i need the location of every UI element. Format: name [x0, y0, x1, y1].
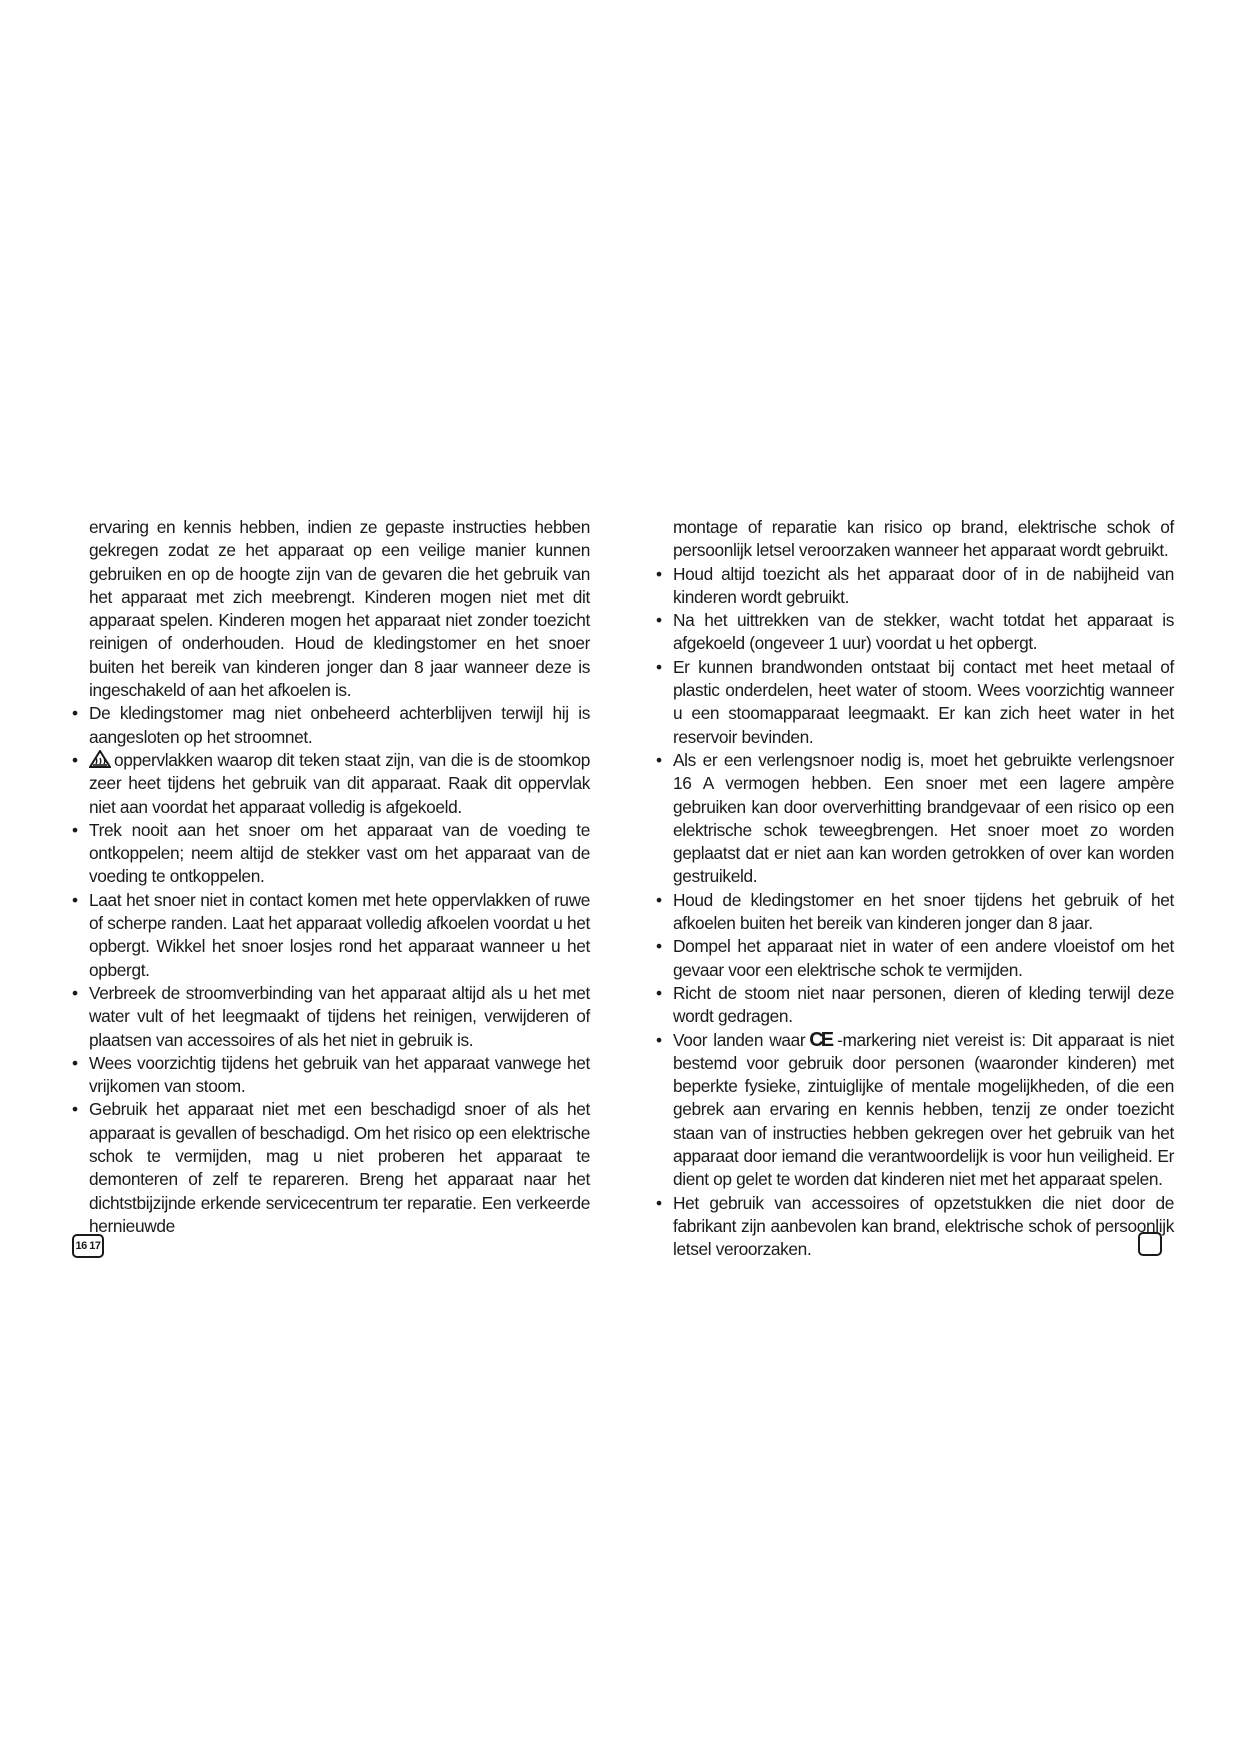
list-item [654, 1029, 1174, 1192]
ce-bullet-text-before: Voor landen waar [673, 1029, 806, 1050]
list-item: • Wees voorzichtig tijdens het gebruik van het apparaat vanwege het vrijkomen van stoom. [70, 1052, 590, 1099]
left-intro-paragraph: ervaring en kennis hebben, indien ze gepaste instructies hebben gekregen zodat ze het apparaat op een veilige manier kunnen gebruiken en op de hoogte zijn van de gevaren die het gebruik van het apparaat met zich meebrengt. Kinderen mogen niet met dit apparaat spelen. Kinderen mogen het apparaat niet zonder toezicht reinigen of onderhouden. Houd de kledingstomer en het snoer buiten het bereik van kinderen jonger dan 8 jaar wanneer deze is ingeschakeld of aan het afkoelen is. [89, 517, 590, 701]
list-item: • Verbreek de stroomverbinding van het apparaat altijd als u het met water vult of het leegmaakt of tijdens het reinigen, verwijderen of plaatsen van accessoires of als het niet in gebruik is. [70, 982, 590, 1052]
left-bullet-list [70, 702, 590, 1238]
page-number-badge: 16 17 [72, 1234, 104, 1258]
hot-surface-text: oppervlakken waarop dit teken staat zijn, van die is de stoomkop zeer heet tijdens het gebruik van dit apparaat. Raak dit oppervlak niet aan voordat het apparaat volledig is afgekoeld. [89, 749, 590, 817]
list-item: • Richt de stoom niet naar personen, dieren of kleding terwijl deze wordt gedragen. [654, 982, 1174, 1029]
hot-surface-warning-icon [89, 750, 111, 768]
list-item: • Er kunnen brandwonden ontstaat bij contact met heet metaal of plastic onderdelen, heet water of stoom. Wees voorzichtig wanneer u een stoomapparaat leegmaakt. Er kan zich heet water in het reservoir bevinden. [654, 656, 1174, 749]
page-marker-box [1138, 1232, 1162, 1256]
list-item: • Trek nooit aan het snoer om het apparaat van de voeding te ontkoppelen; neem altijd de stekker vast om het apparaat van de voeding te ontkoppelen. [70, 819, 590, 889]
left-column [70, 516, 590, 1238]
list-item: • De kledingstomer mag niet onbeheerd achterblijven terwijl hij is aangesloten op het stroomnet. [70, 702, 590, 749]
list-item: • Dompel het apparaat niet in water of een andere vloeistof om het gevaar voor een elektrische schok te vermijden. [654, 935, 1174, 982]
list-item: • Houd de kledingstomer en het snoer tijdens het gebruik of het afkoelen buiten het bereik van kinderen jonger dan 8 jaar. [654, 889, 1174, 936]
list-item: • Als er een verlengsnoer nodig is, moet het gebruikte verlengsnoer 16 A vermogen hebben. Een snoer met een lagere ampère gebruiken kan door oververhitting brandgevaar of een risico op een elektrische schok teweegbrengen. Het snoer moet zo worden geplaatst dat er niet aan kan worden getrokken of over kan worden gestruikeld. [654, 749, 1174, 889]
list-item: • Houd altijd toezicht als het apparaat door of in de nabijheid van kinderen wordt gebruikt. [654, 563, 1174, 610]
right-column [654, 516, 1174, 1262]
list-item: • Laat het snoer niet in contact komen met hete oppervlakken of ruwe of scherpe randen. Laat het apparaat volledig afkoelen voordat u het opbergt. Wikkel het snoer losjes rond het apparaat wanneer u het opbergt. [70, 889, 590, 982]
ce-bullet-text-after: -markering niet vereist is: Dit apparaat is niet bestemd voor gebruik door personen (waaronder kinderen) met beperkte fysieke, zintuiglijke of mentale mogelijkheden, of die een gebrek aan ervaring en kennis hebben, tenzij ze onder toezicht staan van of instructies hebben gekregen over het gebruik van het apparaat door iemand die verantwoordelijk is voor hun veiligheid. Er dient op gelet te worden dat kinderen niet met het apparaat spelen. [673, 1029, 1174, 1190]
list-item: • Het gebruik van accessoires of opzetstukken die niet door de fabrikant zijn aanbevolen kan brand, elektrische schok of persoonlijk letsel veroorzaken. [654, 1192, 1174, 1262]
right-intro-paragraph: montage of reparatie kan risico op brand, elektrische schok of persoonlijk letsel veroorzaken wanneer het apparaat wordt gebruikt. [673, 517, 1174, 561]
list-item [70, 749, 590, 819]
right-bullet-list [654, 563, 1174, 1262]
list-item: • Gebruik het apparaat niet met een beschadigd snoer of als het apparaat is gevallen of beschadigd. Om het risico op een elektrische schok te vermijden, mag u niet proberen het apparaat te demonteren of zelf te repareren. Breng het apparaat naar het dichtstbijzijnde erkende servicecentrum ter reparatie. Een verkeerde hernieuwde [70, 1098, 590, 1238]
list-item: • Na het uittrekken van de stekker, wacht totdat het apparaat is afgekoeld (ongeveer 1 uur) voordat u het opbergt. [654, 609, 1174, 656]
ce-mark-icon: CE [809, 1028, 832, 1051]
